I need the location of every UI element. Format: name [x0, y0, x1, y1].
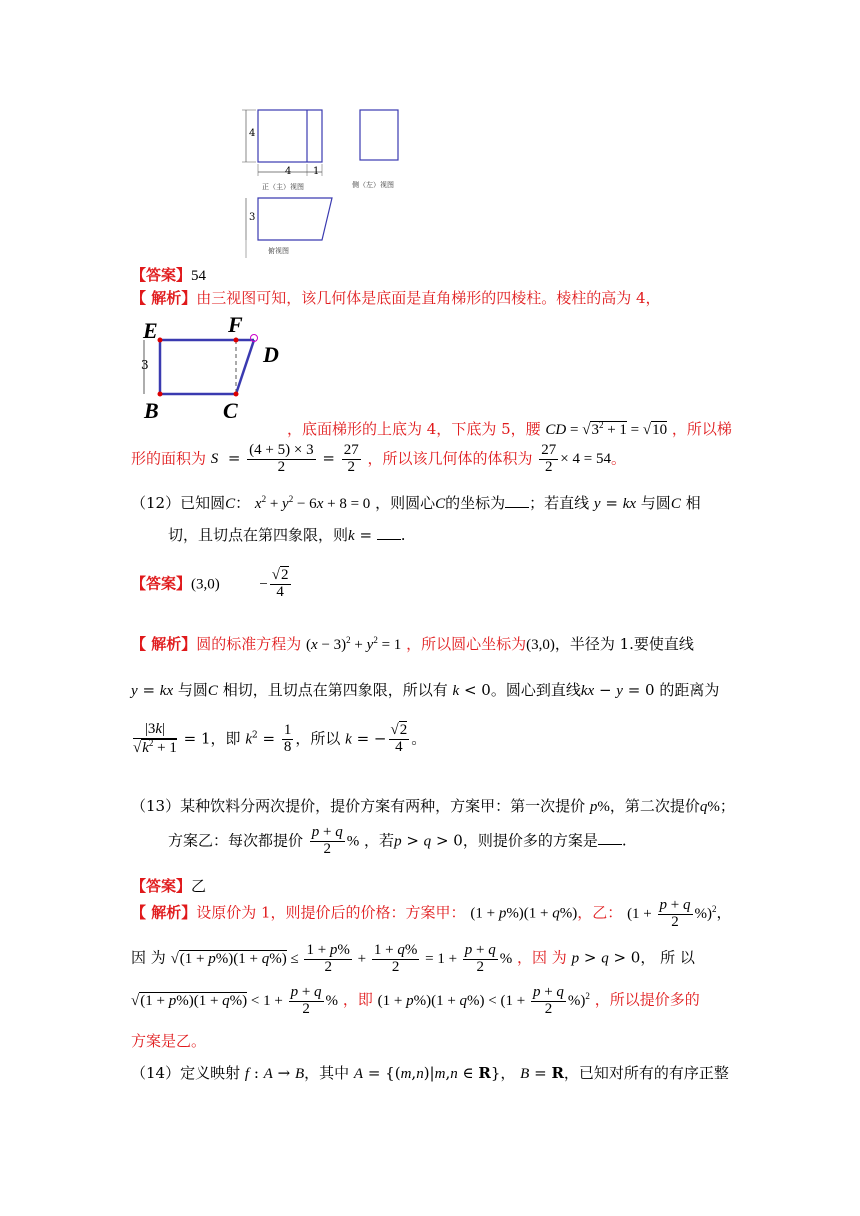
- q13-answer: 【答案】乙: [131, 877, 207, 895]
- q13-analysis-line4: 方案是乙。: [131, 1032, 207, 1050]
- dim-1: 1: [313, 166, 320, 177]
- vertex-D: D: [263, 342, 279, 367]
- dim-height-4: 4: [249, 128, 256, 139]
- q12-analysis-line2: y = kx 与圆C 相切，且切点在第四象限，所以有 k < 0。圆心到直线kx − y = 0 的距离为: [131, 681, 720, 699]
- q12-analysis-line1: 【 解析】圆的标准方程为 $(x - 3)^2 + y^2 = 1$ ，所以圆心坐标为(3,0)，半径为 1.要使直线: [131, 635, 694, 653]
- dim-width-4: 4: [285, 166, 292, 177]
- top-view-label: 俯视图: [268, 247, 289, 255]
- q11-answer: 【答案】54: [131, 266, 207, 284]
- q11-analysis-line2: ，底面梯形的上底为 4，下底为 5，腰 CD = $√3^2 + 1 = √10$ ，所以梯: [287, 420, 732, 438]
- vertex-F: F: [228, 312, 243, 337]
- dim-3: 3: [249, 212, 256, 223]
- q14-stem-line1: （14）定义映射 f : A → B，其中 A = {(m,n)|m,n ∈ R}， B = R，已知对所有的有序正整: [131, 1064, 729, 1082]
- side-view-label: 侧（左）视图: [352, 181, 394, 189]
- q12-answer: 【答案】(3,0) − $\frac{√2}{4}$: [131, 567, 289, 600]
- front-view-label: 正（主）视图: [262, 183, 304, 191]
- q11-analysis-line1: 【 解析】由三视图可知，该几何体是底面是直角梯形的四棱柱。棱柱的高为 4，: [131, 289, 661, 307]
- q12-analysis-line3: $\frac{|3k|}{√k^2 + 1}$ = 1，即 $k^2$ = $\frac{1}{8}$ ，所以 k = − $\frac{√2}{4}$ 。: [133, 721, 427, 756]
- q12-stem-line1: （12）已知圆C： $x^2 + y^2 - 6x + 8 = 0$ ，则圆心C的坐标为 ；若直线 y = kx 与圆C 相: [131, 494, 701, 512]
- q13-stem-line1: （13）某种饮料分两次提价，提价方案有两种，方案甲：第一次提价 p%，第二次提价q%；: [131, 797, 735, 815]
- q13-stem-line2: 方案乙：每次都提价 $\frac{p + q}{2}$ % ，若p > q > 0，则提价多的方案是 .: [168, 824, 627, 857]
- vertex-C: C: [223, 398, 238, 423]
- q13-analysis-line3: √(1 + p%)(1 + q%) < 1 + $\frac{p + q}{2}$ % ，即 (1 + p%)(1 + q%) < (1 + $\frac{p + q}{2}$ %)$^2$ ，所以提价多的: [131, 984, 700, 1017]
- side-length-3: 3: [141, 358, 149, 372]
- q13-analysis-line2: 因 为 √(1 + p%)(1 + q%) ≤ $\frac{1 + p\%}{2}$ + $\frac{1 + q\%}{2}$ = 1 + $\frac{p + q}{2}$ % ，因 为 p > q > 0， 所 以: [131, 942, 695, 975]
- q11-analysis-line3: 形的面积为 S = $\frac{(4 + 5) \times 3}{2}$ = $\frac{27}{2}$ ，所以该几何体的体积为 $\frac{27}{2}$ × 4 = 54。: [131, 442, 626, 475]
- q12-stem-line2: 切，且切点在第四象限，则k = .: [168, 526, 406, 544]
- vertex-E: E: [143, 318, 158, 343]
- vertex-B: B: [144, 398, 159, 423]
- q13-analysis-line1: 【 解析】设原价为 1，则提价后的价格：方案甲： (1 + p%)(1 + q%)，乙： (1 + $\frac{p + q}{2}$ %)$^2$，: [131, 897, 732, 930]
